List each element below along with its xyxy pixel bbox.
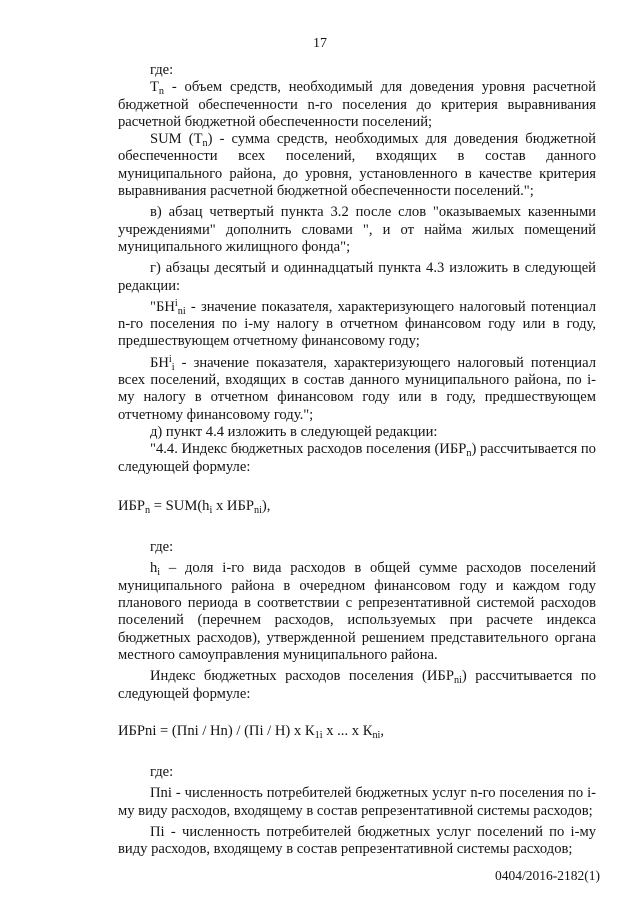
paragraph-amendment-v: в) абзац четвертый пункта 3.2 после слов "оказываемых казенными учреждениями" дополнить словами ", и от найма жилых помещений муниципального жилищного фонда";	[118, 204, 596, 255]
paragraph-4-4: "4.4. Индекс бюджетных расходов поселения $(ИБР_n)$ рассчитывается по следующей формуле:	[118, 441, 596, 475]
paragraph-bn-ni: "$БН^i_{ni}$ - значение показателя, характеризующего налоговый потенциал n-го поселения по i-му налогу в отчетном финансовом году или в году, предшествующем отчетному финансовому году;	[118, 297, 596, 350]
paragraph-bn-i: $БН^i_i$ - значение показателя, характеризующего налоговый потенциал всех поселений, входящих в состав данного муниципального района, по i-му налогу в отчетном финансовом году или в году, предшествующем отчетному финансовому году.";	[118, 353, 596, 423]
document-id: 0404/2016-2182(1)	[495, 868, 600, 883]
paragraph-amendment-g: г) абзацы десятый и одиннадцатый пункта 4.3 изложить в следующей редакции:	[118, 260, 596, 294]
formula-ibr-n: $ИБР_n = SUM(h_i$ x $ИБР_{ni}$),	[118, 497, 271, 516]
paragraph-tn-definition: $Т_n$ - объем средств, необходимый для доведения уровня расчетной бюджетной обеспеченности n-го поселения до критерия выравнивания расчетной бюджетной обеспеченности поселений;	[118, 79, 596, 130]
paragraph-sum-definition: SUM $(Т_n)$ - сумма средств, необходимых для доведения бюджетной обеспеченности всех поселений, входящих в состав данного муниципального района, до уровня, установленного в качестве критерия выравнивания расчетной бюджетной обеспеченности поселений.";	[118, 131, 596, 200]
formula-ibr-ni: ИБРni = (Пni / Нn) / (Пi / Н) x $К_{1i}$ x ... x $К_{ni}$,	[118, 722, 385, 741]
document-body	[118, 62, 596, 859]
paragraph-pni-definition: Пni - численность потребителей бюджетных услуг n-го поселения по i-му виду расходов, входящему в состав репрезентативной системы расходов;	[118, 785, 596, 819]
page-number: 17	[313, 36, 327, 51]
paragraph-where-2: где:	[150, 539, 174, 556]
paragraph-amendment-d: д) пункт 4.4 изложить в следующей редакции:	[150, 423, 438, 440]
paragraph-ibr-ni-intro: Индекс бюджетных расходов поселения $(ИБР_{ni})$ рассчитывается по следующей формуле:	[118, 668, 596, 702]
paragraph-where-3: где:	[150, 764, 174, 781]
paragraph-pi-definition: Пi - численность потребителей бюджетных услуг поселений по i-му виду расходов, входящему в состав репрезентативной системы расходов;	[118, 823, 596, 858]
paragraph-where-1: где:	[150, 62, 174, 78]
paragraph-hi-definition: $h_i$ – доля i-го вида расходов в общей сумме расходов поселений муниципального района в очередном финансовом году и каждом году планового периода в соответствии с репрезентативной системой расходов поселений (перечнем расходов, используемых при расчете индекса бюджетных расходов), утвержденной решением представительного органа местного самоуправления муниципального района.	[118, 560, 596, 663]
